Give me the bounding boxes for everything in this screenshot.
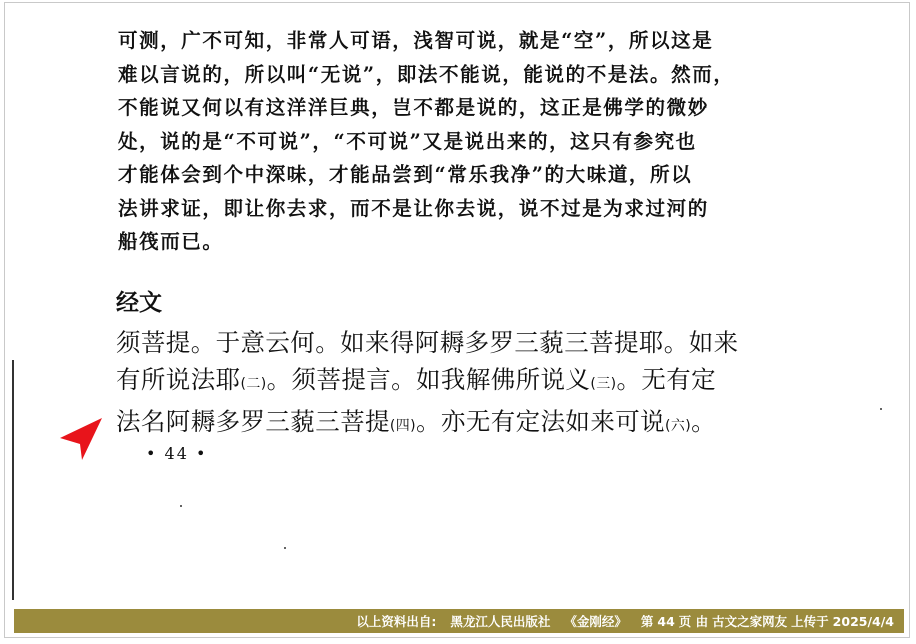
footer-publisher: 黑龙江人民出版社 — [450, 614, 551, 629]
footer-date: 2025/4/4 — [832, 613, 894, 629]
scan-speck — [284, 547, 286, 549]
commentary-line: 处，说的是“不可说”，“不可说”又是说出来的，这只有参究也 — [118, 129, 697, 153]
scan-speck — [180, 505, 182, 507]
sutra-text-segment: 有所说法耶 — [116, 365, 241, 394]
footer-page-number: 44 — [657, 613, 675, 629]
footer-uploader: 古文之家网友 — [712, 614, 788, 629]
footer-source-label: 以上资料出自: — [356, 614, 437, 629]
sutra-line — [116, 361, 788, 403]
sutra-text-segment: 。 — [691, 407, 717, 436]
commentary-line: 可测，广不可知，非常人可语，浅智可说，就是“空”，所以这是 — [118, 29, 714, 52]
commentary-line: 才能体会到个中深味，才能品尝到“常乐我净”的大味道，所以 — [118, 163, 693, 186]
commentary-text — [118, 24, 788, 259]
sutra-text-segment: 。须菩提言。如我解佛所说义 — [266, 365, 591, 394]
commentary-line: 难以言说的，所以叫“无说”，即法不能说，能说的不是法。然而， — [118, 62, 735, 86]
sutra-text-segment: 。无有定 — [616, 365, 717, 394]
commentary-line: 船筏而已。 — [118, 230, 224, 253]
pointer-arrow-icon — [58, 416, 104, 462]
footer-page-prefix: 第 — [640, 614, 654, 629]
footer-upload-label: 上传于 — [791, 614, 829, 629]
scan-edge-line — [12, 360, 14, 600]
footer-page-suffix: 页 由 — [678, 614, 709, 629]
note-marker: (二) — [240, 376, 267, 392]
commentary-line: 法讲求证，即让你去求，而不是让你去说，说不过是为求过河的 — [118, 196, 709, 220]
page-number: • 44 • — [146, 444, 208, 463]
scan-speck — [880, 408, 882, 410]
sutra-text — [116, 324, 788, 445]
section-title: 经文 — [116, 290, 162, 316]
sutra-line — [116, 324, 788, 361]
source-footer-bar — [14, 609, 904, 633]
footer-book-title: 《金刚经》 — [564, 614, 627, 629]
note-marker: (六) — [665, 418, 692, 434]
sutra-text-segment: 须菩提。于意云何。如来得阿耨多罗三藐三菩提耶。如来 — [116, 328, 739, 357]
note-marker: (三) — [590, 376, 617, 392]
note-marker: (四) — [389, 418, 417, 434]
sutra-text-segment: 。亦无有定法如来可说 — [416, 407, 666, 436]
commentary-line: 不能说又何以有这洋洋巨典，岂不都是说的，这正是佛学的微妙 — [118, 96, 709, 119]
sutra-line — [116, 403, 788, 445]
sutra-text-segment: 法名阿耨多罗三藐三菩提 — [116, 407, 390, 436]
